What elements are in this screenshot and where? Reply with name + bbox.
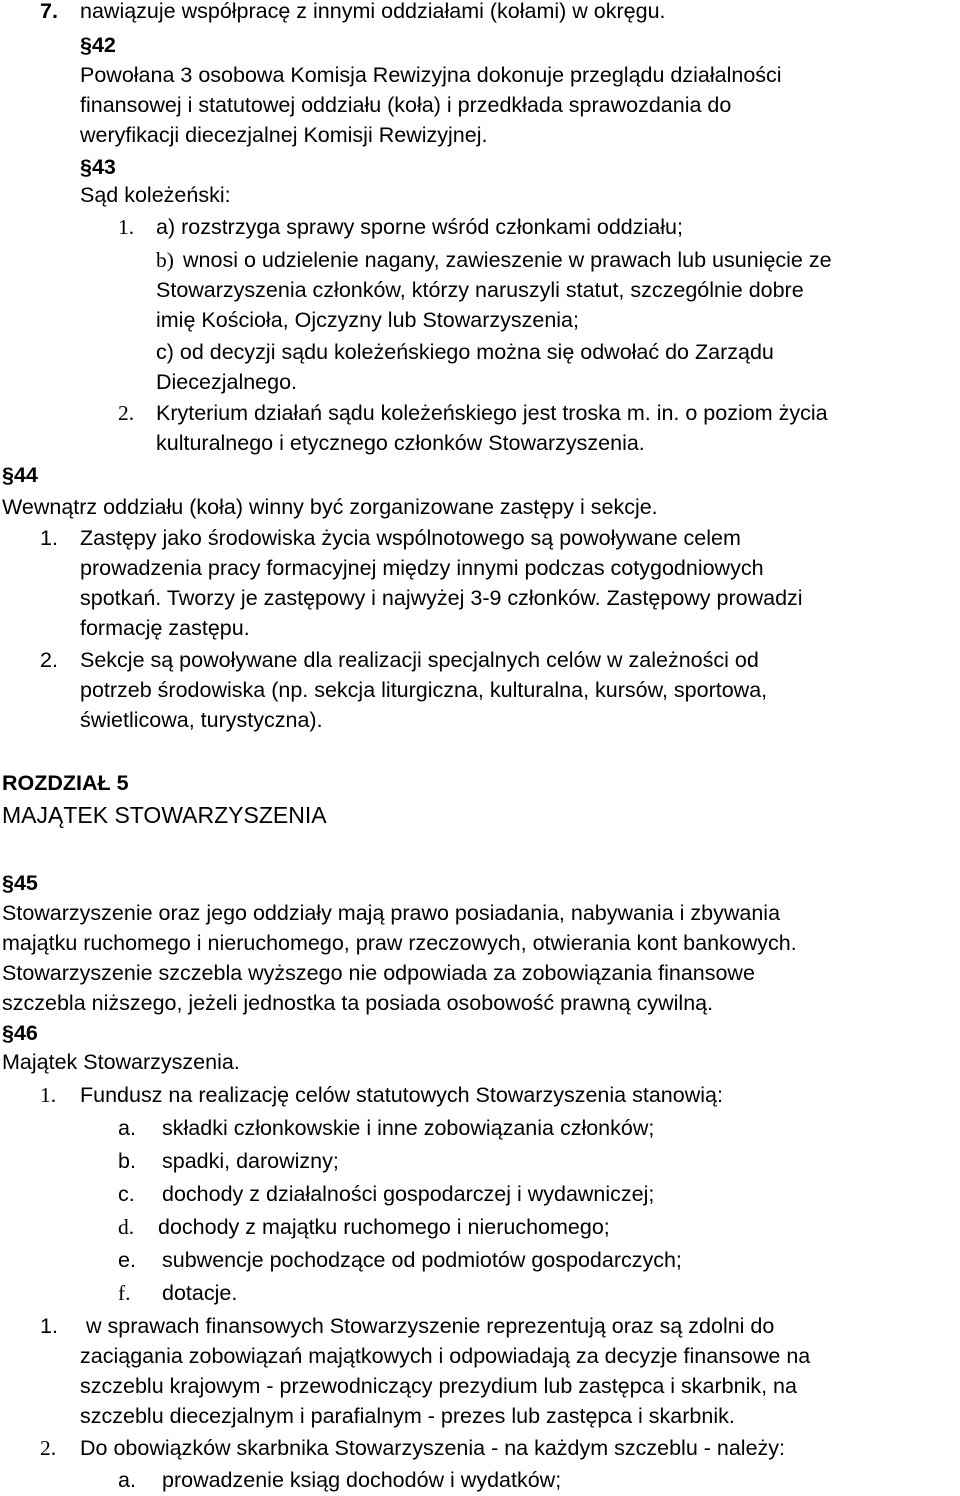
sub-list-marker: f. <box>118 1281 131 1305</box>
section-heading-43: §43 <box>80 155 116 179</box>
sub-list-text: dochody z działalności gospodarczej i wydawniczej; <box>162 1182 655 1206</box>
list-item-text: Fundusz na realizację celów statutowych Stowarzyszenia stanowią: <box>80 1083 723 1107</box>
section-intro: Majątek Stowarzyszenia. <box>2 1050 240 1074</box>
section-intro: Sąd koleżeński: <box>80 183 231 207</box>
paragraph-line: Stowarzyszenie oraz jego oddziały mają prawo posiadania, nabywania i zbywania <box>2 901 781 925</box>
sub-list-marker: a. <box>118 1468 136 1492</box>
section-heading-46: §46 <box>2 1021 38 1045</box>
list-number: 2. <box>118 401 135 425</box>
sub-list-text: subwencje pochodzące od podmiotów gospodarczych; <box>162 1248 682 1272</box>
list-number: 1. <box>118 215 135 239</box>
sub-list-marker: e. <box>118 1248 136 1272</box>
list-item-text: szczeblu diecezjalnym i parafialnym - prezes lub zastępca i skarbnik. <box>80 1404 735 1428</box>
list-item-text: Zastępy jako środowiska życia wspólnotowego są powoływane celem <box>80 526 741 550</box>
list-item-text: spotkań. Tworzy je zastępowy i najwyżej 3-9 członków. Zastępowy prowadzi <box>80 586 803 610</box>
list-item-text: Kryterium działań sądu koleżeńskiego jest troska m. in. o poziom życia <box>156 401 828 425</box>
paragraph-line: Powołana 3 osobowa Komisja Rewizyjna dokonuje przeglądu działalności <box>80 63 782 87</box>
list-item-text: imię Kościoła, Ojczyzny lub Stowarzyszenia; <box>156 308 579 332</box>
list-item-text: Do obowiązków skarbnika Stowarzyszenia - na każdym szczeblu - należy: <box>80 1436 786 1460</box>
sub-list-text: prowadzenie ksiąg dochodów i wydatków; <box>162 1468 562 1492</box>
list-item-text: w sprawach finansowych Stowarzyszenie reprezentują oraz są zdolni do <box>86 1314 775 1338</box>
list-item-text: Sekcje są powoływane dla realizacji specjalnych celów w zależności od <box>80 648 759 672</box>
list-number: 7. <box>40 0 58 23</box>
sub-list-marker: b. <box>118 1149 136 1173</box>
list-number: 1. <box>40 1083 57 1107</box>
list-item-text: kulturalnego i etycznego członków Stowarzyszenia. <box>156 431 645 455</box>
paragraph-line: szczebla niższego, jeżeli jednostka ta posiada osobowość prawną cywilną. <box>2 991 714 1015</box>
paragraph-line: Stowarzyszenie szczebla wyższego nie odpowiada za zobowiązania finansowe <box>2 961 755 985</box>
list-item-text: a) rozstrzyga sprawy sporne wśród członkami oddziału; <box>156 215 683 239</box>
list-item-text: Stowarzyszenia członków, którzy naruszyli statut, szczególnie dobre <box>156 278 804 302</box>
paragraph-line: finansowej i statutowej oddziału (koła) i przedkłada sprawozdania do <box>80 93 732 117</box>
section-heading-42: §42 <box>80 33 116 57</box>
list-number: 2. <box>40 648 58 672</box>
list-item-text: c) od decyzji sądu koleżeńskiego można się odwołać do Zarządu <box>156 340 774 364</box>
sub-list-text: dotacje. <box>162 1281 238 1305</box>
list-item-text: Diecezjalnego. <box>156 370 298 394</box>
list-item-text: szczeblu krajowym - przewodniczący prezydium lub zastępca i skarbnik, na <box>80 1374 797 1398</box>
list-marker: b) <box>156 248 174 272</box>
section-heading-44: §44 <box>2 463 38 487</box>
section-intro: Wewnątrz oddziału (koła) winny być zorganizowane zastępy i sekcje. <box>2 495 658 519</box>
list-item-text: zaciągania zobowiązań majątkowych i odpowiadają za decyzje finansowe na <box>80 1344 811 1368</box>
paragraph-line: weryfikacji diecezjalnej Komisji Rewizyjnej. <box>80 123 488 147</box>
list-item-text: świetlicowa, turystyczna). <box>80 708 323 732</box>
list-item-text: nawiązuje współpracę z innymi oddziałami (kołami) w okręgu. <box>80 0 666 23</box>
sub-list-text: składki członkowskie i inne zobowiązania członków; <box>162 1116 655 1140</box>
list-number: 2. <box>40 1436 57 1460</box>
section-heading-45: §45 <box>2 871 38 895</box>
sub-list-marker: c. <box>118 1182 135 1206</box>
sub-list-marker: a. <box>118 1116 136 1140</box>
list-number: 1. <box>40 1314 58 1338</box>
list-item-text: wnosi o udzielenie nagany, zawieszenie w prawach lub usunięcie ze <box>183 248 832 272</box>
paragraph-line: majątku ruchomego i nieruchomego, praw rzeczowych, otwierania kont bankowych. <box>2 931 797 955</box>
sub-list-text: dochody z majątku ruchomego i nieruchomego; <box>158 1215 610 1239</box>
sub-list-marker: d. <box>118 1215 135 1239</box>
sub-list-text: spadki, darowizny; <box>162 1149 339 1173</box>
list-item-text: potrzeb środowiska (np. sekcja liturgiczna, kulturalna, kursów, sportowa, <box>80 678 768 702</box>
list-item-text: formację zastępu. <box>80 616 250 640</box>
chapter-label: ROZDZIAŁ 5 <box>2 771 129 795</box>
list-item-text: prowadzenia pracy formacyjnej między innymi podczas cotygodniowych <box>80 556 764 580</box>
list-number: 1. <box>40 526 58 550</box>
chapter-title: MAJĄTEK STOWARZYSZENIA <box>2 802 327 828</box>
